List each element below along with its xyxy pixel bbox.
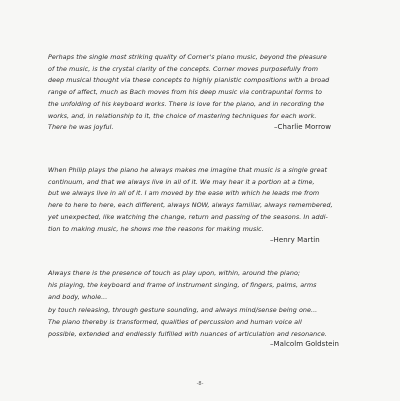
attribution-henry-martin: –Henry Martin xyxy=(270,236,320,245)
quote-final-line xyxy=(48,122,360,134)
quote-line: but we always live in all of it. I am moved by the ease with which he leads me from xyxy=(48,189,320,198)
quote-line: The piano thereby is transformed, qualities of percussion and human voice all xyxy=(48,317,302,326)
quote-line: tion to making music, he shows me the reasons for making music. xyxy=(48,224,264,233)
quote-line: There he was joyful. xyxy=(48,123,114,132)
quote-line: deep musical thought via these concepts to highly pianistic compositions with a broad xyxy=(48,76,330,85)
quote-charlie-morrow xyxy=(48,52,360,134)
attribution-malcolm-goldstein: –Malcolm Goldstein xyxy=(270,340,339,349)
quote-line: by touch releasing, through gesture sounding, and always mind/sense being one... xyxy=(48,305,318,314)
quote-line: the unfolding of his keyboard works. There is love for the piano, and in recording the xyxy=(48,99,325,108)
quote-line: possible, extended and endlessly fulfilled with nuances of articulation and resonance. xyxy=(48,330,327,339)
quote-malcolm-goldstein xyxy=(48,267,360,352)
quote-line: his playing, the keyboard and frame of instrument singing, of fingers, palms, arms xyxy=(48,281,317,290)
quote-line: When Philip plays the piano he always makes me imagine that music is a single great xyxy=(48,166,328,174)
quote-line: range of affect, much as Bach moves from his deep music via contrapuntal forms to xyxy=(48,88,322,97)
attribution-charlie-morrow: –Charlie Morrow xyxy=(274,123,331,132)
quote-line: works, and, in relationship to it, the choice of mastering techniques for each work. xyxy=(48,111,317,120)
quote-line: continuum, and that we always live in all of it. We may hear it a portion at a time, xyxy=(48,177,315,186)
quote-line: Perhaps the single most striking quality of Corner's piano music, beyond the pleasure xyxy=(48,53,327,61)
page-number: -8- xyxy=(196,381,204,387)
attribution-line xyxy=(48,340,360,352)
quote-line: here to here to here, each different, always NOW, always familiar, always remembered, xyxy=(48,201,333,210)
quote-line: and body, whole... xyxy=(48,293,108,302)
quote-henry-martin xyxy=(48,165,360,247)
attribution-line xyxy=(48,235,360,247)
quote-line: yet unexpected, like watching the change, return and passing of the seasons. In addi- xyxy=(48,212,328,221)
quote-line: of the music, is the crystal clarity of the concepts. Corner moves purposefully from xyxy=(48,64,319,73)
quote-line: Always there is the presence of touch as play upon, within, around the piano; xyxy=(48,269,301,277)
